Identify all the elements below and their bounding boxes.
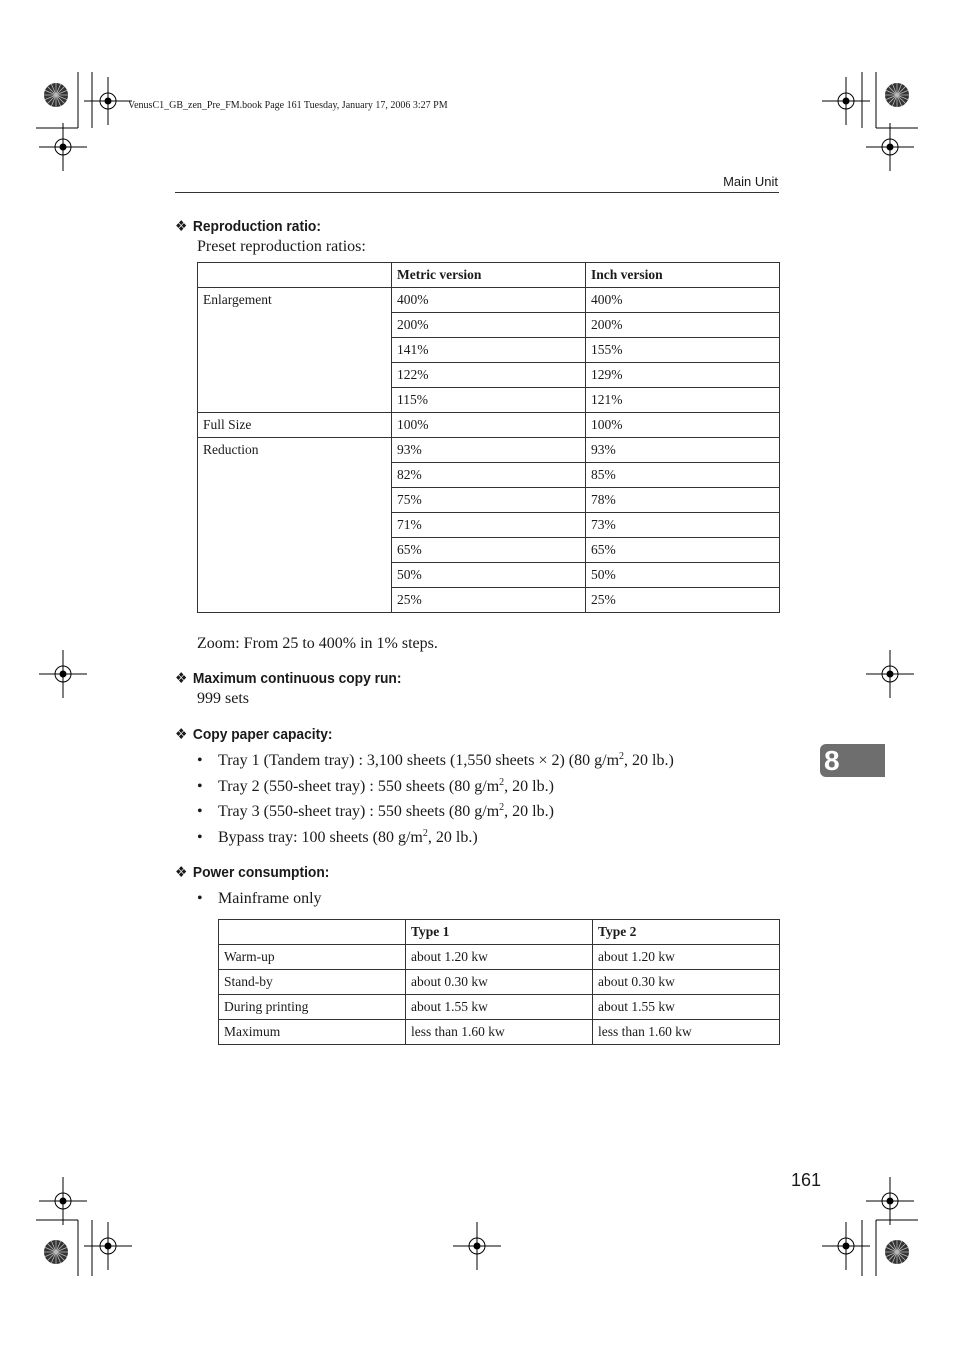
bullet-dot: • xyxy=(197,828,203,846)
table-cell: about 1.55 kw xyxy=(406,995,593,1020)
table-cell: 78% xyxy=(586,488,780,513)
list-item-text: Mainframe only xyxy=(218,890,322,907)
bullet-dot: • xyxy=(197,803,203,820)
table-header-cell: Type 2 xyxy=(593,920,780,945)
list-item-text: , 20 lb.) xyxy=(504,777,554,795)
list-item xyxy=(197,825,674,851)
heading-text: Copy paper capacity: xyxy=(192,726,333,743)
heading-text: Reproduction ratio: xyxy=(192,218,321,235)
table-cell: 75% xyxy=(392,488,586,513)
zoom-note: Zoom: From 25 to 400% in 1% steps. xyxy=(197,635,438,652)
table-cell: 73% xyxy=(586,513,780,538)
diamond-bullet-icon: ❖ xyxy=(175,726,188,743)
table-cell: 93% xyxy=(392,438,586,463)
table-cell: Warm-up xyxy=(219,945,406,970)
table-cell: 71% xyxy=(392,513,586,538)
table-cell: 25% xyxy=(392,588,586,613)
paper-capacity-list xyxy=(197,748,674,850)
section-heading-reproduction xyxy=(175,217,321,235)
table-cell: 65% xyxy=(586,538,780,563)
table-cell: During printing xyxy=(219,995,406,1020)
page-number: 161 xyxy=(791,1170,822,1190)
table-cell: 200% xyxy=(586,313,780,338)
table-cell: 141% xyxy=(392,338,586,363)
row-group-label: Full Size xyxy=(198,413,392,438)
list-item-text: Bypass tray: 100 sheets (80 g/m xyxy=(218,828,423,846)
table-row xyxy=(219,970,780,995)
table-header-cell: Metric version xyxy=(392,263,586,288)
power-consumption-table xyxy=(218,919,780,1045)
list-item-text: , 20 lb.) xyxy=(624,752,674,769)
bullet-dot: • xyxy=(197,777,203,795)
heading-text: Power consumption: xyxy=(192,864,330,881)
bullet-dot: • xyxy=(197,890,203,907)
power-list xyxy=(197,886,322,912)
table-cell: 200% xyxy=(392,313,586,338)
bullet-dot: • xyxy=(197,752,203,769)
reproduction-ratio-table xyxy=(197,262,780,613)
list-item-text: , 20 lb.) xyxy=(504,803,554,820)
superscript: 2 xyxy=(499,802,505,813)
list-item xyxy=(197,774,674,800)
table-row xyxy=(198,288,780,313)
diamond-bullet-icon: ❖ xyxy=(175,864,188,881)
table-row xyxy=(198,438,780,463)
continuous-run-value: 999 sets xyxy=(197,690,249,707)
table-cell: less than 1.60 kw xyxy=(406,1020,593,1045)
header-rule xyxy=(175,192,779,193)
superscript: 2 xyxy=(619,751,625,762)
print-info-line: VenusC1_GB_zen_Pre_FM.book Page 161 Tuesday, January 17, 2006 3:27 PM xyxy=(128,100,448,111)
table-cell: 100% xyxy=(586,413,780,438)
list-item-text: , 20 lb.) xyxy=(427,828,478,846)
reproduction-intro: Preset reproduction ratios: xyxy=(197,238,366,255)
heading-text: Maximum continuous copy run: xyxy=(192,670,402,687)
table-cell: 85% xyxy=(586,463,780,488)
superscript: 2 xyxy=(422,827,428,839)
list-item-text: Tray 1 (Tandem tray) : 3,100 sheets (1,550 sheets × 2) (80 g/m xyxy=(218,752,620,769)
table-cell: 50% xyxy=(586,563,780,588)
table-cell: Stand-by xyxy=(219,970,406,995)
table-cell: about 0.30 kw xyxy=(593,970,780,995)
table-cell: 25% xyxy=(586,588,780,613)
table-cell: 400% xyxy=(392,288,586,313)
table-row xyxy=(219,1020,780,1045)
table-header-cell xyxy=(219,920,406,945)
section-heading-continuous-run xyxy=(175,669,401,687)
diamond-bullet-icon: ❖ xyxy=(175,670,188,687)
table-header-row xyxy=(198,263,780,288)
list-item xyxy=(197,886,322,912)
table-cell: about 1.55 kw xyxy=(593,995,780,1020)
section-heading-power xyxy=(175,863,329,881)
table-header-row xyxy=(219,920,780,945)
table-cell: 65% xyxy=(392,538,586,563)
superscript: 2 xyxy=(499,776,505,788)
table-cell: 82% xyxy=(392,463,586,488)
diamond-bullet-icon: ❖ xyxy=(175,218,188,235)
table-header-cell: Type 1 xyxy=(406,920,593,945)
table-cell: about 1.20 kw xyxy=(406,945,593,970)
table-cell: 100% xyxy=(392,413,586,438)
table-cell: 50% xyxy=(392,563,586,588)
table-cell: about 1.20 kw xyxy=(593,945,780,970)
table-cell: 400% xyxy=(586,288,780,313)
chapter-tab: 8 xyxy=(820,744,885,777)
table-header-cell xyxy=(198,263,392,288)
running-header: Main Unit xyxy=(723,174,778,189)
section-heading-paper-capacity xyxy=(175,725,332,743)
table-row xyxy=(219,945,780,970)
list-item xyxy=(197,799,674,825)
row-group-label: Reduction xyxy=(198,438,392,613)
table-cell: 115% xyxy=(392,388,586,413)
list-item-text: Tray 2 (550-sheet tray) : 550 sheets (80 g/m xyxy=(218,777,500,795)
table-cell: about 0.30 kw xyxy=(406,970,593,995)
table-header-cell: Inch version xyxy=(586,263,780,288)
table-cell: 93% xyxy=(586,438,780,463)
table-cell: 155% xyxy=(586,338,780,363)
table-cell: less than 1.60 kw xyxy=(593,1020,780,1045)
list-item-text: Tray 3 (550-sheet tray) : 550 sheets (80 g/m xyxy=(218,803,500,820)
table-row xyxy=(219,995,780,1020)
table-cell: 122% xyxy=(392,363,586,388)
table-cell: Maximum xyxy=(219,1020,406,1045)
table-cell: 129% xyxy=(586,363,780,388)
table-cell: 121% xyxy=(586,388,780,413)
row-group-label: Enlargement xyxy=(198,288,392,413)
table-row xyxy=(198,413,780,438)
list-item xyxy=(197,748,674,774)
